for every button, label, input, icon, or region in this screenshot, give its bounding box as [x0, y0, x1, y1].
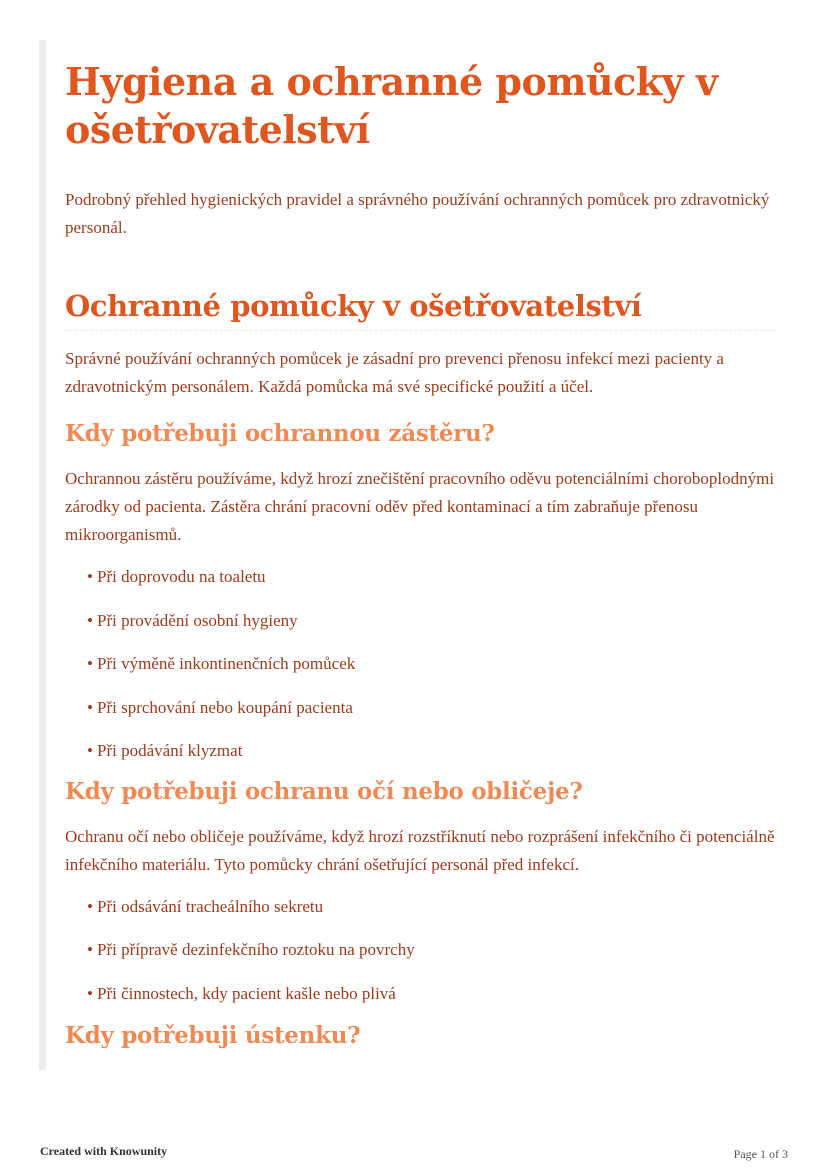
list-item: • Při přípravě dezinfekčního roztoku na povrchy: [87, 936, 777, 964]
mask-heading: Kdy potřebuji ústenku?: [65, 1022, 361, 1049]
list-item: • Při podávání klyzmat: [87, 737, 777, 765]
list-item: • Při sprchování nebo koupání pacienta: [87, 694, 777, 722]
bullet-icon: •: [87, 697, 93, 717]
bullet-icon: •: [87, 610, 93, 630]
footer-page-number: Page 1 of 3: [733, 1147, 788, 1161]
list-item: • Při výměně inkontinenčních pomůcek: [87, 650, 777, 678]
list-item: • Při činnostech, kdy pacient kašle nebo plivá: [87, 980, 777, 1008]
bullet-icon: •: [87, 741, 93, 760]
page-subtitle: Podrobný přehled hygienických pravidel a správného používání ochranných pomůcek pro zdravotnický personál.: [65, 190, 770, 237]
apron-heading: Kdy potřebuji ochrannou zástěru?: [65, 420, 495, 447]
section-heading: Ochranné pomůcky v ošetřovatelství: [65, 286, 777, 331]
page-title: Hygiena a ochranné pomůcky v ošetřovatelství: [65, 59, 718, 152]
eye-protection-text: Ochranu očí nebo obličeje používáme, když hrozí rozstříknutí nebo rozprášení infekčního či potenciálně infekčního materiálu. Tyto pomůcky chrání ošetřující personál před infekcí.: [65, 826, 775, 874]
bullet-icon: •: [87, 567, 93, 586]
footer-created-with: Created with Knowunity: [40, 1144, 168, 1158]
apron-list: [65, 563, 777, 765]
left-accent-bar: [39, 40, 46, 1070]
eye-protection-heading: Kdy potřebuji ochranu očí nebo obličeje?: [65, 777, 583, 805]
document-content: [65, 58, 777, 1053]
list-item: • Při doprovodu na toaletu: [87, 563, 777, 591]
list-item: • Při provádění osobní hygieny: [87, 607, 777, 635]
section-intro: Správné používání ochranných pomůcek je zásadní pro prevenci přenosu infekcí mezi pacienty a zdravotnickým personálem. Každá pomůcka má své specifické použití a účel.: [65, 349, 724, 396]
apron-text: Ochrannou zástěru používáme, když hrozí znečištění pracovního oděvu potenciálními choroboplodnými zárodky od pacienta. Zástěra chrání pracovní oděv před kontaminací a tím zabraňuje přenosu mikroorganismů.: [65, 469, 775, 544]
bullet-icon: •: [87, 896, 93, 916]
eye-protection-list: [65, 893, 777, 1008]
bullet-icon: •: [87, 654, 93, 673]
bullet-icon: •: [87, 983, 93, 1003]
list-item: • Při odsávání tracheálního sekretu: [87, 893, 777, 921]
bullet-icon: •: [87, 940, 93, 959]
